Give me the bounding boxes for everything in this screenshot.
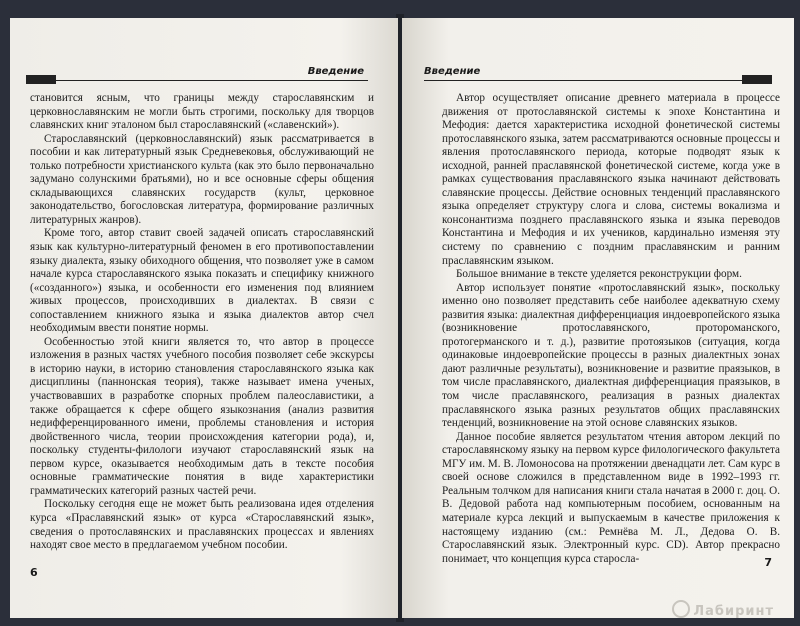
watermark-logo-icon: [672, 600, 690, 618]
paragraph: становится ясным, что границы между старославянским и церковнославянским не могли быть строгими, поскольку для творцов славянских книг эталоном был старославянский («славенский»).: [30, 92, 374, 132]
right-page-text: [442, 92, 780, 566]
running-head-rule: [26, 80, 368, 81]
page-number: 6: [30, 566, 38, 579]
running-head: Введение: [307, 66, 364, 77]
running-head-rule: [424, 80, 772, 81]
paragraph: Данное пособие является результатом чтения автором лекций по старославянскому языку на первом курсе филологического факультета МГУ им. М. В. Ломоносова на протяжении двенадцати лет. Сам курс в своей основе сложился в представленном виде в 1992–1993 гг. Реальным толчком для написания книги стала начатая в 2000 г. доц. О. В. Дедовой работа над компьютерным пособием, основанным на материале курса лекций и выпускаемым в качестве приложения к настоящему изданию (см.: Ремнёва М. Л., Дедова О. В. Старославянский язык. Электронный курс. CD). Автор прекрасно понимает, что концепция курса старосла-: [442, 430, 780, 565]
watermark: [672, 600, 774, 618]
left-page-text: [30, 92, 374, 553]
paragraph: Старославянский (церковнославянский) язык рассматривается в пособии и как литературный язык Средневековья, обслуживающий не только потребности христианского культа (как это было первоначально задумано солунскими братьями), но и все основные сферы общения складывающихся славянских государств (культ, церковное законодательство, богословская литература, формирование различных литературных жанров).: [30, 132, 374, 226]
paragraph: Особенностью этой книги является то, что автор в процессе изложения в разных частях учебного пособия позволяет себе экскурсы в историю науки, в историю становления старославянского языка как дисциплины (паннонская теория), также называет имена ученых, участвовавших в разработке спорных проблем палеославистики, а также обращается к сфере общего языкознания (анализ развития недифференцированного имени, проблемы становления и история двойственного числа, теории происхождения категории рода), и, поскольку студенты-филологи изучают старославянский язык на первом курсе, оказывается необходимым дать в тексте пособия основные грамматические понятия в виде характеристики грамматических категорий разных частей речи.: [30, 335, 374, 497]
paragraph: Поскольку сегодня еще не может быть реализована идея отделения курса «Праславянский язык» от курса «Старославянский язык», сведения о протославянских и праславянских процессах и явлениях находят свое место в предлагаемом учебном пособии.: [30, 498, 374, 552]
paragraph: Автор использует понятие «протославянский язык», поскольку именно оно позволяет представить себе наиболее адекватную схему развития языка: диалектная дифференциация индоевропейского языка (возникновение протославянского, протороманского, протогерманского и т. д.), развитие протоязыков (ситуация, когда одинаковые индоевропейские процессы в разных диалектных зонах дают различные результаты), возникновение и развитие праязыков, в том числе праславянского, диалектная дифференциация праязыков, в том числе праславянского, реализация в разных диалектах праславянского языка разных результатов общих праславянских тенденций, возникновение на этой основе славянских языков.: [442, 281, 780, 430]
watermark-text: Лабиринт: [693, 604, 774, 618]
running-head: Введение: [424, 66, 481, 77]
page-number: 7: [764, 556, 772, 569]
paragraph: Кроме того, автор ставит своей задачей описать старославянский язык как культурно-литературный феномен в его противопоставлении языку диалекта, языку обиходного общения, что позволяет уже в самом начале курса старославянского языка показать и специфику книжного («созданного») языка, и особенности его изменения под влиянием живых процессов, происходивших в диалектах. В связи с сопоставлением книжного языка и языка диалектов автор счел необходимым ввести понятие нормы.: [30, 227, 374, 335]
paragraph: Автор осуществляет описание древнего материала в процессе движения от протославянской системы к эпохе Константина и Мефодия: дается характеристика исходной фонетической системы протославянского языка, затем рассматриваются основные процессы и явления протославянского периода, которые подводят язык к исходной, ранней праславянской фонетической системе, когда уже в рамках существования праславянского языка начинают действовать славянские процессы. Действие основных тенденций праславянского языка определяет структуру слога и слова, системы вокализма и консонантизма позднего праславянского языка и языка переводов Константина и Мефодия и их учеников, кардинально изменяя эту систему по сравнению с поздним праславянским и ранним праславянским языком.: [442, 92, 780, 267]
left-page: [10, 18, 398, 618]
right-page: [402, 18, 794, 618]
paragraph: Большое внимание в тексте уделяется реконструкции форм.: [456, 268, 742, 281]
